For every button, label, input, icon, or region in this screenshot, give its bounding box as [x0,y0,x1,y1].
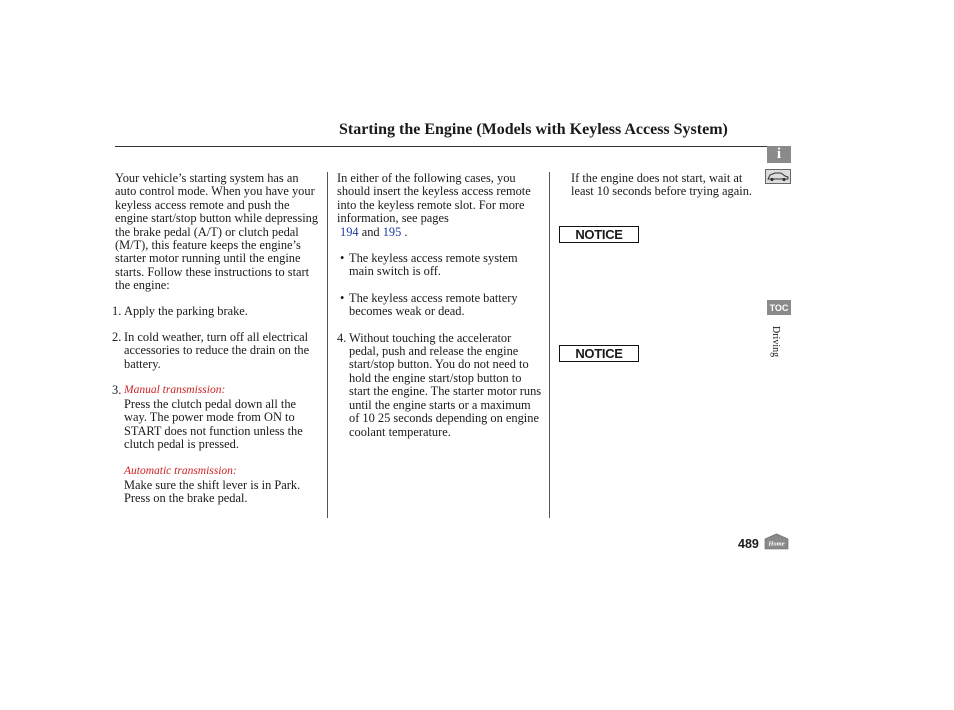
bullet-dot-icon: • [340,290,345,305]
step-3 [112,384,322,505]
period-text: . [404,224,408,239]
step-text: In cold weather, turn off all electrical accessories to reduce the drain on the battery. [124,330,310,371]
intro-paragraph: Your vehicle’s starting system has an auto control mode. When you have your keyless access remote and push the engine start/stop button while depressing the brake pedal (A/T) or clutch pedal (M/T), this feature keeps the engine’s starter motor running until the engine starts. Follow these instructions to start the engine: [115,171,319,293]
column-divider-2 [549,172,550,518]
notice-box-1: NOTICE [559,226,639,243]
step-text: Without touching the accelerator pedal, push and release the engine start/stop button. You do not need to hold the engine start/stop button to start the engine. The starter motor runs until the engine starts or a maximum of 10 25 seconds depending on engine coolant temperature. [349,330,542,439]
step-number: 3. [112,383,122,398]
step-number: 2. [112,330,122,345]
page-number: 489 [738,537,759,551]
page-link-194[interactable]: 194 [340,224,359,239]
car-icon[interactable] [765,169,791,184]
title-rule [115,146,790,147]
column-divider-1 [327,172,328,518]
home-button[interactable] [763,533,790,550]
step-number: 1. [112,303,122,318]
bullet-text: The keyless access remote system main switch is off. [349,251,518,279]
bullet-dot-icon: • [340,251,345,266]
column-1 [112,171,322,506]
bullet-item [337,292,543,319]
toc-button[interactable]: TOC [767,300,791,315]
column-2 [337,172,543,439]
step-2 [112,331,322,371]
automatic-transmission-text: Make sure the shift lever is in Park. Press on the brake pedal. [124,477,301,506]
cases-intro: In either of the following cases, you should insert the keyless access remote into the keyless remote slot. For more information, see pages [337,171,531,226]
column-3 [571,172,763,199]
and-text: and [361,224,380,239]
step-text: Apply the parking brake. [124,303,248,318]
retry-paragraph: If the engine does not start, wait at least 10 seconds before trying again. [571,171,752,199]
home-icon [763,533,790,550]
home-label: Home [768,540,785,548]
page-title: Starting the Engine (Models with Keyless Access System) [339,121,728,138]
bullet-item [337,252,543,279]
info-icon[interactable]: i [767,146,791,163]
manual-transmission-text: Press the clutch pedal down all the way. The power mode from ON to START does not function unless the clutch pedal is pressed. [124,396,303,451]
notice-box-2: NOTICE [559,345,639,362]
cases-paragraph [337,172,543,239]
step-1 [112,305,322,318]
step-number: 4. [337,330,347,345]
manual-transmission-label: Manual transmission: [124,384,226,397]
step-4 [337,332,543,439]
bullet-text: The keyless access remote battery becomes weak or dead. [349,290,518,319]
section-label: Driving [770,326,781,358]
automatic-transmission-label: Automatic transmission: [124,465,237,478]
page-link-195[interactable]: 195 [382,224,402,239]
